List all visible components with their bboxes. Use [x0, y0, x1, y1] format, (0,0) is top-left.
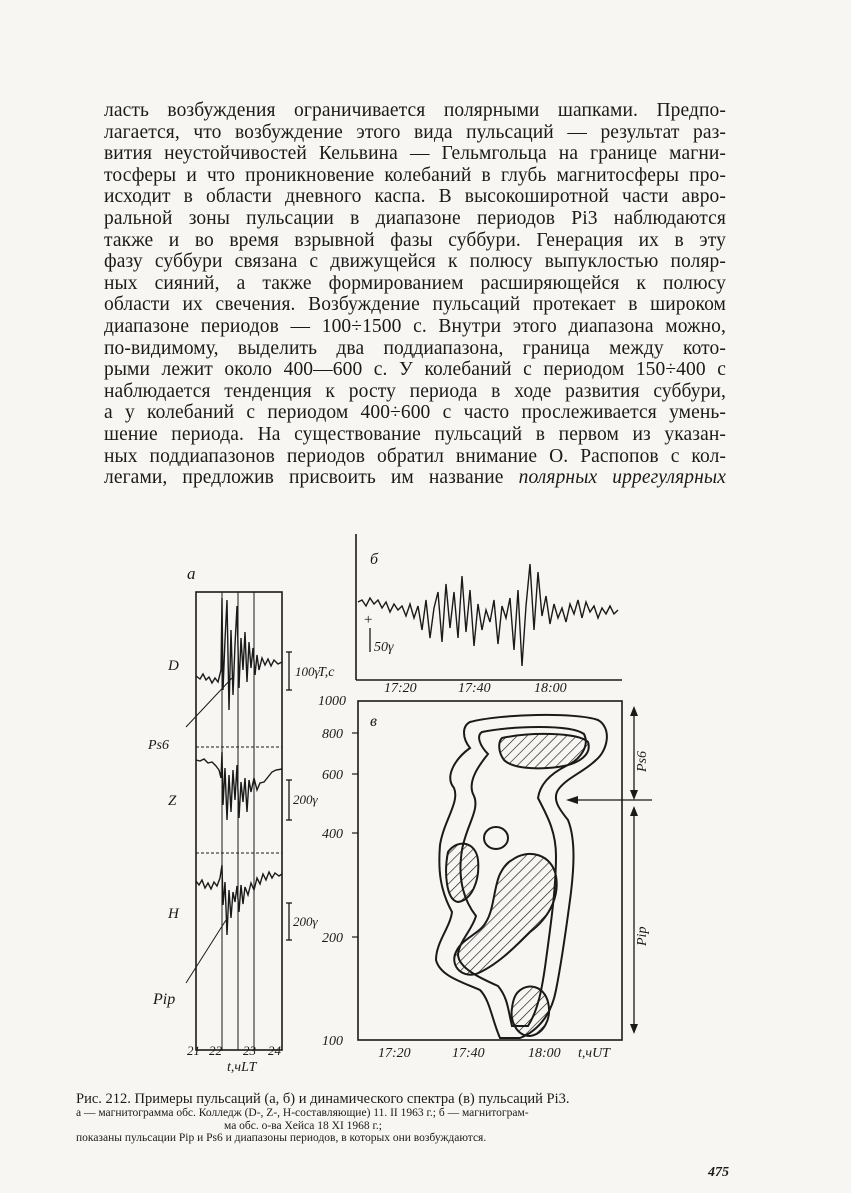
ytick-c: 100: [322, 1034, 343, 1049]
trace-d: [196, 598, 282, 710]
scale-d: 100γ: [295, 664, 320, 679]
xtick-c: 17:20: [378, 1046, 411, 1061]
xunit-a: t,чLT: [227, 1060, 257, 1075]
body-line: наблюдается тенденция к росту периода в ходе развития суббури,: [104, 380, 726, 402]
panel-b-label: б: [370, 551, 379, 568]
body-line: исходит в области дневного каспа. В высокоширотной части авро-: [104, 186, 726, 208]
xtick-c: 18:00: [528, 1046, 561, 1061]
ytick-c: 600: [322, 768, 343, 783]
xtick-a: 22: [209, 1043, 222, 1058]
body-line: области их свечения. Возбуждение пульсаций протекает в широком: [104, 294, 726, 316]
panel-a-label: а: [187, 564, 196, 583]
body-line: а у колебаний с периодом 400÷600 с часто прослеживается умень-: [104, 402, 726, 424]
panel-c-label: в: [370, 713, 377, 730]
hatch-region-low: [512, 987, 549, 1036]
scale-z: 200γ: [293, 792, 318, 807]
panel-b: [356, 534, 622, 696]
scale-b: 50γ: [374, 640, 394, 655]
component-label-h: H: [168, 906, 179, 922]
body-line-last: [104, 467, 726, 489]
xtick-b: 17:40: [458, 681, 491, 696]
xtick-a: 21: [187, 1043, 200, 1058]
marker-ps6: Ps6: [148, 738, 169, 753]
caption-title: Рис. 212. Примеры пульсаций (а, б) и динамического спектра (в) пульсаций Pi3.: [76, 1091, 570, 1107]
body-line: ласть возбуждения ограничивается полярными шапками. Предпо-: [104, 100, 726, 121]
body-line: тосферы и что проникновение колебаний в глубь магнитосферы про-: [104, 164, 726, 186]
scale-h: 200γ: [293, 914, 318, 929]
caption-line: ма обс. о-ва Хейса 18 XI 1968 г.;: [224, 1119, 383, 1132]
body-last-italic: полярных иррегулярных: [518, 467, 726, 489]
ytick-c: 400: [322, 827, 343, 842]
ytick-c: 200: [322, 931, 343, 946]
component-label-z: Z: [168, 793, 177, 809]
body-line: также и во время взрывной фазы суббури. Генерация их в эту: [104, 229, 726, 251]
trace-z: [196, 752, 282, 820]
hatch-region-mid: [446, 844, 478, 902]
xunit-c: t,чUT: [578, 1046, 610, 1061]
body-line: лагается, что возбуждение этого вида пульсаций — результат раз-: [104, 121, 726, 143]
xtick-a: 23: [243, 1043, 256, 1058]
body-line: ных сияний, а также формированием расширяющейся к полюсу: [104, 272, 726, 294]
body-line: фазу суббури связана с движущейся к полюсу выпуклостью поляр-: [104, 251, 726, 273]
ytick-c: 800: [322, 727, 343, 742]
panel-c: [318, 665, 652, 1061]
range-ps6: Ps6: [635, 751, 650, 772]
yunit-c: T,c: [318, 665, 335, 680]
body-last-plain: легами, предложив присвоить им название: [104, 467, 519, 489]
contour-small: [484, 827, 508, 849]
body-line: рыми лежит около 400—600 с. У колебаний с периодом 150÷400 с: [104, 359, 726, 381]
trace-h: [196, 865, 282, 935]
figure-212: [0, 520, 851, 1090]
hatch-region-ps6: [499, 734, 589, 768]
xtick-a: 24: [268, 1043, 281, 1058]
component-label-d: D: [168, 658, 179, 674]
plus-sign: +: [364, 612, 373, 628]
body-line: ных поддиапазонов периодов обратил внимание О. Распопов с кол-: [104, 445, 726, 467]
figure-caption: [76, 1091, 766, 1145]
body-line: ральной зоны пульсации в диапазоне периодов Pi3 наблюдаются: [104, 207, 726, 229]
trace-b: [358, 564, 618, 666]
ytick-c: 1000: [318, 694, 346, 709]
body-line: вития неустойчивостей Кельвина — Гельмгольца на границе магни-: [104, 143, 726, 165]
caption-line: а — магнитограмма обс. Колледж (D-, Z-, H-составляющие) 11. II 1963 г.; б — магнитограм-: [76, 1107, 529, 1119]
xtick-b: 18:00: [534, 681, 567, 696]
xtick-b: 17:20: [384, 681, 417, 696]
xtick-c: 17:40: [452, 1046, 485, 1061]
caption-line: показаны пульсации Pip и Ps6 и диапазоны периодов, в которых они возбуждаются.: [76, 1132, 487, 1144]
page-number: 475: [708, 1165, 729, 1180]
body-line: диапазоне периодов — 100÷1500 с. Внутри этого диапазона можно,: [104, 315, 726, 337]
body-line: по-видимому, выделить два поддиапазона, граница между кото-: [104, 337, 726, 359]
panel-a: [147, 564, 321, 1075]
marker-pip: Pip: [153, 991, 176, 1008]
range-pip: Pip: [635, 926, 650, 946]
body-text: [104, 100, 726, 489]
body-line: шение периода. На существование пульсаций в первом из указан-: [104, 423, 726, 445]
